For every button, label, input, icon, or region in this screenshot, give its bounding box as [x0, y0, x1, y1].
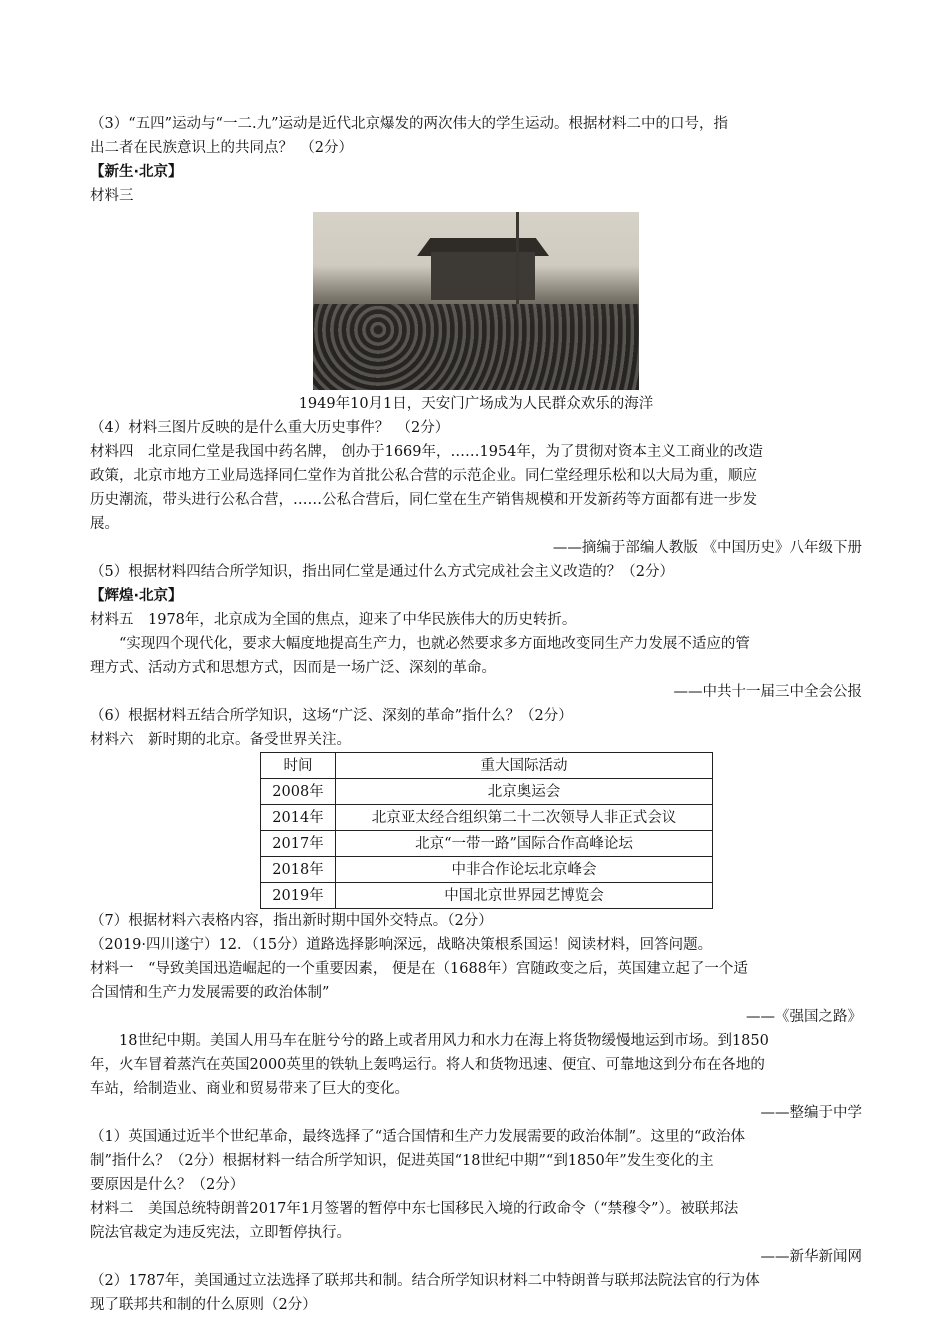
photo-container — [90, 212, 862, 390]
table-cell-year: 2017年 — [261, 831, 336, 857]
m1-source2: ——整编于中学 — [760, 1105, 862, 1121]
material5-line1: 材料五 1978年，北京成为全国的焦点，迎来了中华民族伟大的历史转折。 — [90, 612, 577, 628]
m1-p2-line2: 年，火车冒着蒸汽在英国2000英里的铁轨上轰鸣运行。将人和货物迅速、便宜、可靠地这到分布在各地的 — [90, 1057, 765, 1073]
material4-source: ——摘编于部编人教版 《中国历史》八年级下册 — [552, 540, 862, 556]
table-header-row — [261, 753, 713, 779]
q12-2-line1: （2）1787年，美国通过立法选择了联邦共和制。结合所学知识材料二中特朗普与联邦法院法官的行为体 — [90, 1273, 760, 1289]
q5: （5）根据材料四结合所学知识，指出同仁堂是通过什么方式完成社会主义改造的？（2分） — [90, 564, 674, 580]
table-cell-year: 2008年 — [261, 779, 336, 805]
table-cell-year: 2014年 — [261, 805, 336, 831]
q3-line1: （3）“五四”运动与“一二.九”运动是近代北京爆发的两次伟大的学生运动。根据材料二中的口号，指 — [90, 116, 728, 132]
table-cell-year: 2018年 — [261, 857, 336, 883]
q7: （7）根据材料六表格内容，指出新时期中国外交特点。（2分） — [90, 913, 493, 929]
material3-label: 材料三 — [90, 188, 134, 204]
material6-label: 材料六 新时期的北京。备受世界关注。 — [90, 732, 351, 748]
material5-line2: “实现四个现代化，要求大幅度地提高生产力，也就必然要求多方面地改变同生产力发展不适应的管 — [119, 636, 750, 652]
table-cell-year: 2019年 — [261, 883, 336, 909]
section-heading-xinsheng: 【新生·北京】 — [90, 164, 183, 180]
q12-1-line2: 制”指什么？（2分）根据材料一结合所学知识，促进英国“18世纪中期”“到1850年”发生变化的主 — [90, 1153, 714, 1169]
material4-line2: 政策，北京市地方工业局选择同仁堂作为首批公私合营的示范企业。同仁堂经理乐松和以大局为重，顺应 — [90, 468, 757, 484]
material4-line3: 历史潮流，带头进行公私合营，……公私合营后，同仁堂在生产销售规模和开发新药等方面都有进一步发 — [90, 492, 757, 508]
material4-line4: 展。 — [90, 516, 119, 532]
m2-line1: 材料二 美国总统特朗普2017年1月签署的暂停中东七国移民入境的行政命令（“禁穆令”）。被联邦法 — [90, 1201, 739, 1217]
events-table — [260, 752, 713, 909]
material5-source: ——中共十一届三中全会公报 — [673, 684, 862, 700]
m1-p2-line3: 车站，给制造业、商业和贸易带来了巨大的变化。 — [90, 1081, 409, 1097]
table-cell-event: 北京奥运会 — [336, 779, 713, 805]
q6: （6）根据材料五结合所学知识，这场“广泛、深刻的革命”指什么？（2分） — [90, 708, 573, 724]
table-row — [261, 857, 713, 883]
table-cell-event: 北京亚太经合组织第二十二次领导人非正式会议 — [336, 805, 713, 831]
q12-1-line1: （1）英国通过近半个世纪革命，最终选择了“适合国情和生产力发展需要的政治体制”。这里的“政治体 — [90, 1129, 745, 1145]
table-cell-event: 中非合作论坛北京峰会 — [336, 857, 713, 883]
tiananmen-photo — [313, 212, 639, 390]
q3-line2: 出二者在民族意识上的共同点？ （2分） — [90, 140, 353, 156]
table-cell-event: 中国北京世界园艺博览会 — [336, 883, 713, 909]
m2-source: ——新华新闻网 — [760, 1249, 862, 1265]
table-row — [261, 805, 713, 831]
table-header: 重大国际活动 — [336, 753, 713, 779]
material4-line1: 材料四 北京同仁堂是我国中药名牌， 创办于1669年，……1954年，为了贯彻对资本主义工商业的改造 — [90, 444, 763, 460]
q12-1-line3: 要原因是什么？（2分） — [90, 1177, 245, 1193]
photo-caption: 1949年10月1日，天安门广场成为人民群众欢乐的海洋 — [298, 396, 654, 412]
q12-intro: （2019·四川遂宁）12．（15分）道路选择影响深远，战略决策根系国运！阅读材料，回答问题。 — [90, 937, 713, 953]
m1-p2-line1: 18世纪中期。美国人用马车在脏兮兮的路上或者用风力和水力在海上将货物缓慢地运到市场。到1850 — [119, 1033, 769, 1049]
crowd — [313, 304, 639, 390]
m1-line2: 合国情和生产力发展需要的政治体制” — [90, 985, 330, 1001]
table-row — [261, 883, 713, 909]
m1-source1: ——《强国之路》 — [746, 1009, 862, 1025]
gate-building — [431, 252, 535, 300]
exam-page — [90, 112, 862, 1317]
m2-line2: 院法官裁定为违反宪法，立即暂停执行。 — [90, 1225, 351, 1241]
q4: （4）材料三图片反映的是什么重大历史事件？ （2分） — [90, 420, 450, 436]
table-row — [261, 779, 713, 805]
table-header: 时间 — [261, 753, 336, 779]
table-cell-event: 北京“一带一路”国际合作高峰论坛 — [336, 831, 713, 857]
flag-pole — [516, 212, 519, 310]
q12-2-line2: 现了联邦共和制的什么原则（2分） — [90, 1297, 317, 1313]
table-row — [261, 831, 713, 857]
m1-line1: 材料一 “导致美国迅造崛起的一个重要因素， 便是在（1688年）宫随政变之后，英国建立起了一个适 — [90, 961, 748, 977]
material5-line3: 理方式、活动方式和思想方式，因而是一场广泛、深刻的革命。 — [90, 660, 496, 676]
section-heading-huihuang: 【辉煌·北京】 — [90, 588, 183, 604]
